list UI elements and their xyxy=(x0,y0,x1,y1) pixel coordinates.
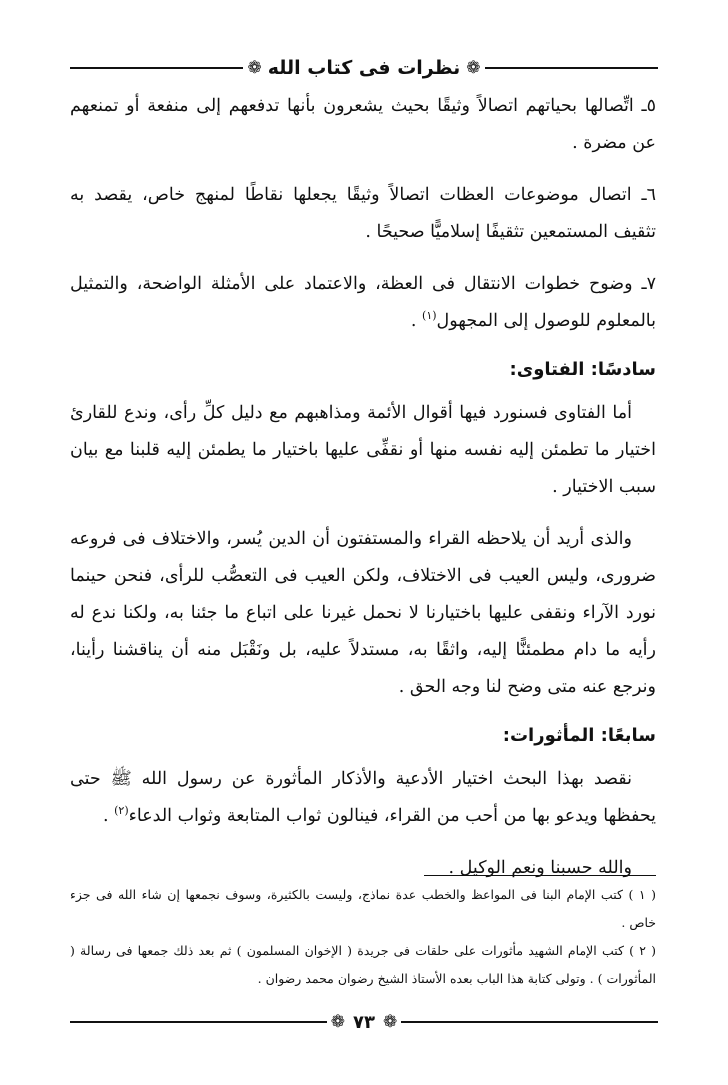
footnote-1-text: كتب الإمام البنا فى المواعظ والخطب عدة نماذج، وليست بالكثيرة، وسوف نجمعها إن شاء الله فى جزء خاص . xyxy=(70,887,656,930)
mathurat-paragraph-end: . xyxy=(102,806,115,826)
mathurat-paragraph xyxy=(70,761,656,835)
footnote-2-text: كتب الإمام الشهيد مأثورات على حلقات فى جريدة ( الإخوان المسلمون ) ثم بعد ذلك جمعها فى رسالة ( المأثورات ) . وتولى كتابة هذا الباب بعده الأستاذ الشيخ رضوان محمد رضوان . xyxy=(70,943,656,986)
mathurat-paragraph-text: نقصد بهذا البحث اختيار الأدعية والأذكار المأثورة عن رسول الله ﷺ حتى يحفظها ويدعو بها من أحب من القراء، فينالون ثواب المتابعة وثواب الدعاء xyxy=(70,769,656,826)
footnote-ref-2[interactable]: (٢) xyxy=(114,804,129,818)
running-header xyxy=(70,52,658,84)
fatawa-paragraph-2: والذى أريد أن يلاحظه القراء والمستفتون أن الدين يُسر، والاختلاف فى فروعه ضرورى، وليس العيب فى الاختلاف، ولكن العيب فى التعصُّب للرأى، فنحن حينما نورد الآراء ونقفى عليها باختيارنا لا نحمل غيرنا على اتباع ما جئنا به، ولكنا ندع له رأيه ما دام مطمئنًّا إليه، واثقًا به، مستدلاً عليه، بل ونَقْبَل منه أن يناقشنا رأينا، ونرجع عنه متى وضح لنا وجه الحق . xyxy=(70,529,656,697)
page-body xyxy=(70,88,656,902)
header-rule-left xyxy=(70,67,243,69)
footnote-ref-1[interactable]: (١) xyxy=(422,309,437,323)
flower-ornament-icon: ❁ xyxy=(383,1011,398,1032)
book-title: نظرات فى كتاب الله xyxy=(267,57,461,79)
list-item-7-text: ٧ـ وضوح خطوات الانتقال فى العظة، والاعتماد على الأمثلة الواضحة، والتمثيل بالمعلوم للوصول إلى المجهول xyxy=(70,274,656,331)
footnote-1-marker: ( ١ ) xyxy=(628,887,656,902)
page-footer xyxy=(70,1010,658,1034)
footnote-separator xyxy=(424,875,656,876)
footnote-2 xyxy=(70,937,656,993)
footnote-1 xyxy=(70,881,656,937)
section-heading-mathurat: سابعًا: المأثورات: xyxy=(502,725,656,746)
list-item-7-end: . xyxy=(410,311,423,331)
header-rule-right xyxy=(485,67,658,69)
footer-rule-right xyxy=(401,1021,658,1023)
header-title-group xyxy=(243,57,484,79)
section-heading-fatawa: سادسًا: الفتاوى: xyxy=(509,359,656,380)
flower-ornament-icon: ❁ xyxy=(330,1011,346,1032)
list-item-5: ٥ـ اتِّصالها بحياتهم اتصالاً وثيقًا بحيث يشعرون بأنها تدفعهم إلى منفعة أو تمنعهم عن مضرة . xyxy=(70,96,656,153)
fatawa-paragraph-1: أما الفتاوى فسنورد فيها أقوال الأئمة ومذاهبهم مع دليل كلِّ رأى، وندع للقارئ اختيار ما تطمئن إليه نفسه منها أو نقفِّى عليها باختيار ما يطمئن إليه قلبنا مع بيان سبب الاختيار . xyxy=(70,403,656,497)
page-number: ٧٣ xyxy=(353,1011,375,1033)
footer-rule-left xyxy=(70,1021,327,1023)
list-item-6: ٦ـ اتصال موضوعات العظات اتصالاً وثيقًا يجعلها نقاطًا لمنهج خاص، يقصد به تثقيف المستمعين تثقيفًا إسلاميًّا صحيحًا . xyxy=(70,185,656,242)
flower-ornament-icon: ❁ xyxy=(247,57,262,78)
list-item-7 xyxy=(70,266,656,340)
flower-ornament-icon: ❁ xyxy=(466,57,481,78)
closing-line: والله حسبنا ونعم الوكيل . xyxy=(448,858,632,878)
footnotes-section xyxy=(70,881,656,993)
page-number-group xyxy=(327,1012,401,1033)
footnote-2-marker: ( ٢ ) xyxy=(629,943,656,958)
